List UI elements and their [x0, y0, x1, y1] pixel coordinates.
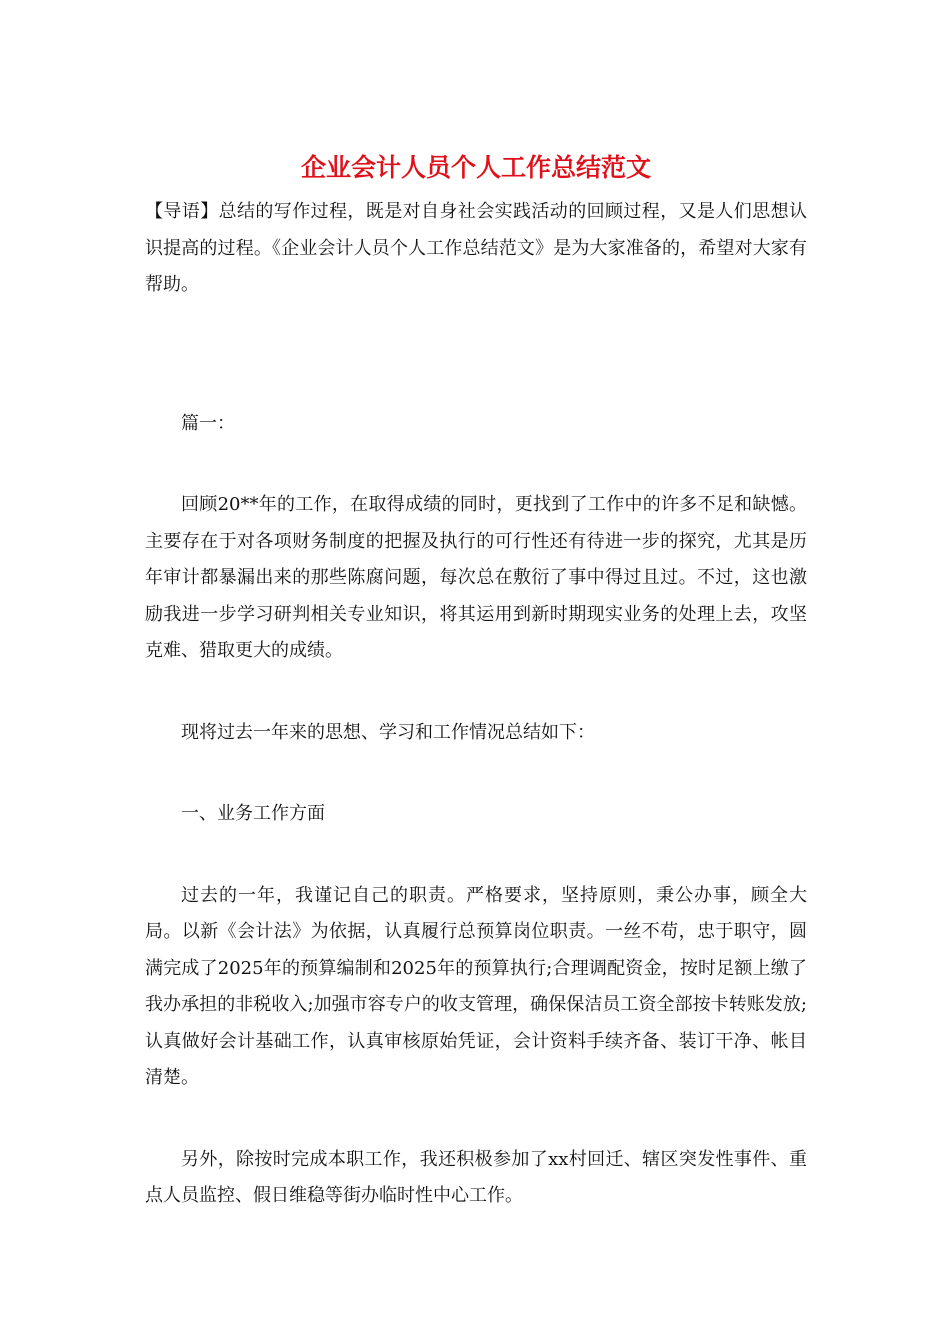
section-heading-part-one: 篇一：: [181, 412, 235, 434]
section-heading-business-work: 一、业务工作方面: [181, 803, 325, 824]
intro-paragraph: 【导语】总结的写作过程，既是对自身社会实践活动的回顾过程，又是人们思想认识提高的过程。《企业会计人员个人工作总结范文》是为大家准备的，希望对大家有帮助。: [145, 201, 807, 295]
body-paragraph-review: 回顾20**年的工作，在取得成绩的同时，更找到了工作中的许多不足和缺憾。主要存在于对各项财务制度的把握及执行的可行性还有待进一步的探究，尤其是历年审计都暴漏出来的那些陈腐问题，每次总在敷衍了事中得过且过。不过，这也激励我进一步学习研判相关专业知识，将其运用到新时期现实业务的处理上去，攻坚克难、猎取更大的成绩。: [145, 494, 807, 661]
body-paragraph-summary-intro: 现将过去一年来的思想、学习和工作情况总结如下：: [181, 721, 595, 743]
section-spacer: [145, 304, 807, 406]
body-paragraph-additional-work: 另外，除按时完成本职工作，我还积极参加了xx村回迁、辖区突发性事件、重点人员监控、假日维稳等街办临时性中心工作。: [145, 1148, 807, 1206]
body-paragraph-duties: 过去的一年，我谨记自己的职责。严格要求，坚持原则，秉公办事，顾全大局。以新《会计法》为依据，认真履行总预算岗位职责。一丝不苟，忠于职守，圆满完成了2025年的预算编制和2025年的预算执行;合理调配资金，按时足额上缴了我办承担的非税收入;加强市容专户的收支管理，确保保洁员工资全部按卡转账发放;认真做好会计基础工作，认真审核原始凭证，会计资料手续齐备、装订干净、帐目清楚。: [145, 884, 807, 1088]
document-body: [145, 150, 807, 1260]
document-title: 企业会计人员个人工作总结范文: [300, 153, 651, 182]
